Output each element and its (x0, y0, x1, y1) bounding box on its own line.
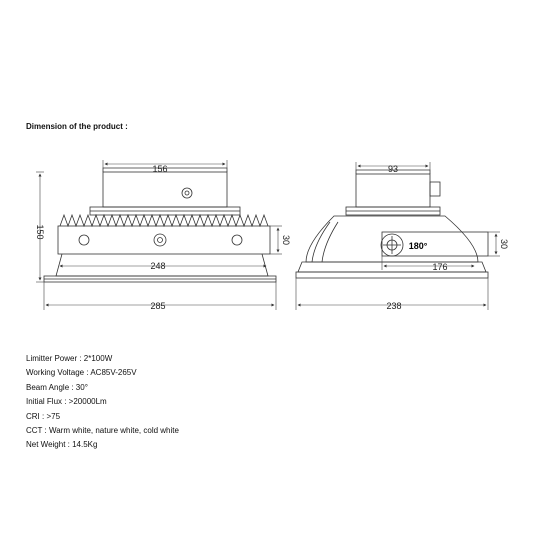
dim-front-block-height: 30 (281, 234, 291, 246)
spec-item-voltage: Working Voltage : AC85V-265V (26, 368, 137, 378)
side-cable-gland (430, 182, 440, 196)
spec-item-flux: Initial Flux : >20000Lm (26, 397, 107, 407)
spec-item-weight: Net Weight : 14.5Kg (26, 440, 98, 450)
dim-side-overall-width: 238 (386, 301, 402, 311)
side-driver-box (356, 174, 430, 207)
cable-gland-icon (182, 188, 192, 198)
dim-side-top-width: 93 (387, 164, 399, 174)
spec-item-cri: CRI : >75 (26, 411, 61, 421)
dim-front-inner-width: 248 (150, 261, 166, 271)
heat-sink-fins (60, 215, 268, 226)
dim-front-height: 150 (35, 224, 45, 240)
dim-front-top-width: 156 (152, 164, 168, 174)
spec-item-beam-angle: Beam Angle : 30° (26, 382, 88, 392)
dim-front-overall-width: 285 (150, 301, 166, 311)
spec-list (26, 352, 179, 453)
side-glass-plate (296, 272, 488, 278)
dim-side-block-height: 30 (499, 238, 509, 250)
dim-side-inner-width: 176 (432, 262, 448, 272)
spec-item-cct: CCT : Warm white, nature white, cold white (26, 426, 179, 436)
side-view (296, 170, 488, 278)
dim-side-rotation: 180° (408, 241, 428, 251)
driver-box (103, 172, 227, 207)
mounting-block (58, 226, 270, 254)
spec-item-power: Limitter Power : 2*100W (26, 354, 113, 363)
section-heading: Dimension of the product : (26, 122, 128, 131)
